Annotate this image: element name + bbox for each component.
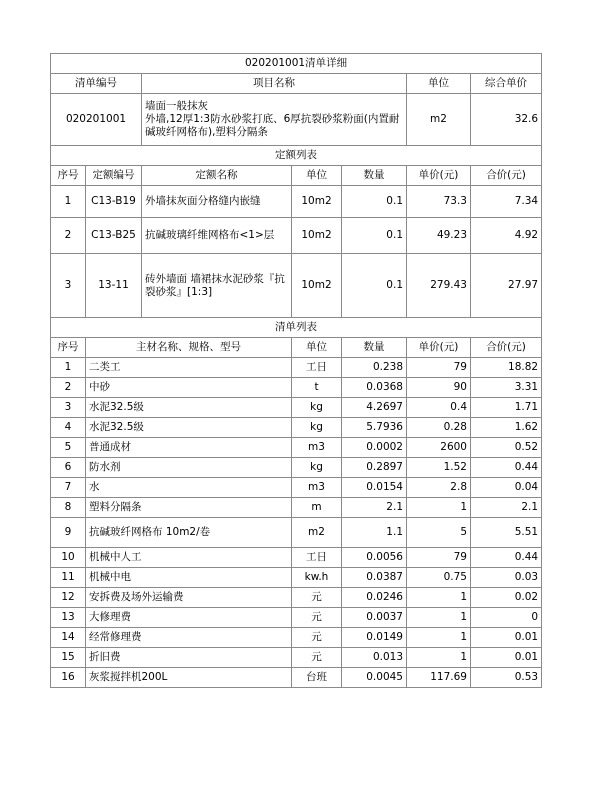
material-unit: kg bbox=[292, 458, 342, 478]
material-no: 9 bbox=[51, 518, 86, 548]
material-unit: m2 bbox=[292, 518, 342, 548]
material-row bbox=[51, 358, 542, 378]
material-total: 18.82 bbox=[471, 358, 542, 378]
materials-header-name: 主材名称、规格、型号 bbox=[86, 338, 292, 358]
material-qty: 0.0154 bbox=[342, 478, 407, 498]
bill-name-line1: 墙面一般抹灰 bbox=[145, 100, 208, 112]
material-qty: 0.0045 bbox=[342, 668, 407, 688]
material-total: 0.44 bbox=[471, 458, 542, 478]
materials-header-qty: 数量 bbox=[342, 338, 407, 358]
material-unit: 台班 bbox=[292, 668, 342, 688]
quota-name: 砖外墙面 墙裙抹水泥砂浆『抗裂砂浆』[1:3] bbox=[142, 254, 292, 318]
material-qty: 0.0002 bbox=[342, 438, 407, 458]
material-name: 水泥32.5级 bbox=[86, 398, 292, 418]
material-total: 1.62 bbox=[471, 418, 542, 438]
material-price: 1 bbox=[407, 588, 471, 608]
material-unit: 工日 bbox=[292, 548, 342, 568]
material-price: 1 bbox=[407, 648, 471, 668]
materials-header-no: 序号 bbox=[51, 338, 86, 358]
quota-qty: 0.1 bbox=[342, 254, 407, 318]
material-qty: 0.0149 bbox=[342, 628, 407, 648]
quota-header-qty: 数量 bbox=[342, 166, 407, 186]
quota-name: 抗碱玻璃纤维网格布<1>层 bbox=[142, 218, 292, 254]
material-row bbox=[51, 668, 542, 688]
bill-name-line2: 外墙,12厚1:3防水砂浆打底、6厚抗裂砂浆粉面(内置耐碱玻纤网格布),塑料分隔条 bbox=[145, 113, 400, 138]
material-name: 中砂 bbox=[86, 378, 292, 398]
quota-header-unit: 单位 bbox=[292, 166, 342, 186]
material-name: 经常修理费 bbox=[86, 628, 292, 648]
material-qty: 4.2697 bbox=[342, 398, 407, 418]
material-no: 3 bbox=[51, 398, 86, 418]
quota-name: 外墙抹灰面分格缝内嵌缝 bbox=[142, 186, 292, 218]
bill-header-name: 项目名称 bbox=[142, 74, 407, 94]
material-row bbox=[51, 568, 542, 588]
material-unit: 元 bbox=[292, 588, 342, 608]
quota-unit: 10m2 bbox=[292, 186, 342, 218]
quota-header-total: 合价(元) bbox=[471, 166, 542, 186]
quota-no: 3 bbox=[51, 254, 86, 318]
material-qty: 0.0056 bbox=[342, 548, 407, 568]
material-total: 0.01 bbox=[471, 628, 542, 648]
materials-header-price: 单价(元) bbox=[407, 338, 471, 358]
material-row bbox=[51, 378, 542, 398]
material-name: 防水剂 bbox=[86, 458, 292, 478]
material-qty: 0.238 bbox=[342, 358, 407, 378]
materials-section-title: 清单列表 bbox=[51, 318, 542, 338]
quota-price: 73.3 bbox=[407, 186, 471, 218]
material-no: 4 bbox=[51, 418, 86, 438]
material-no: 1 bbox=[51, 358, 86, 378]
material-no: 5 bbox=[51, 438, 86, 458]
material-no: 15 bbox=[51, 648, 86, 668]
material-qty: 0.2897 bbox=[342, 458, 407, 478]
material-row bbox=[51, 458, 542, 478]
material-row bbox=[51, 608, 542, 628]
table-title: 020201001清单详细 bbox=[51, 54, 542, 74]
material-unit: 元 bbox=[292, 608, 342, 628]
material-price: 1 bbox=[407, 608, 471, 628]
material-unit: t bbox=[292, 378, 342, 398]
material-no: 11 bbox=[51, 568, 86, 588]
quota-header-price: 单价(元) bbox=[407, 166, 471, 186]
quota-unit: 10m2 bbox=[292, 254, 342, 318]
material-price: 90 bbox=[407, 378, 471, 398]
materials-header-unit: 单位 bbox=[292, 338, 342, 358]
material-no: 12 bbox=[51, 588, 86, 608]
material-total: 2.1 bbox=[471, 498, 542, 518]
bill-code: 020201001 bbox=[51, 94, 142, 146]
material-total: 0.03 bbox=[471, 568, 542, 588]
quota-code: C13-B19 bbox=[86, 186, 142, 218]
material-row bbox=[51, 398, 542, 418]
material-total: 0 bbox=[471, 608, 542, 628]
material-total: 1.71 bbox=[471, 398, 542, 418]
quota-row bbox=[51, 254, 542, 318]
bill-price: 32.6 bbox=[471, 94, 542, 146]
material-name: 塑料分隔条 bbox=[86, 498, 292, 518]
material-row bbox=[51, 648, 542, 668]
material-name: 灰浆搅拌机200L bbox=[86, 668, 292, 688]
material-no: 10 bbox=[51, 548, 86, 568]
quota-header-code: 定额编号 bbox=[86, 166, 142, 186]
bill-unit: m2 bbox=[407, 94, 471, 146]
material-unit: kg bbox=[292, 418, 342, 438]
material-no: 8 bbox=[51, 498, 86, 518]
material-price: 79 bbox=[407, 548, 471, 568]
bill-header-code: 清单编号 bbox=[51, 74, 142, 94]
material-total: 0.01 bbox=[471, 648, 542, 668]
material-price: 0.28 bbox=[407, 418, 471, 438]
material-name: 抗碱玻纤网格布 10m2/卷 bbox=[86, 518, 292, 548]
bill-header-price: 综合单价 bbox=[471, 74, 542, 94]
material-total: 0.04 bbox=[471, 478, 542, 498]
material-no: 2 bbox=[51, 378, 86, 398]
material-name: 二类工 bbox=[86, 358, 292, 378]
quota-header-no: 序号 bbox=[51, 166, 86, 186]
material-no: 14 bbox=[51, 628, 86, 648]
material-no: 16 bbox=[51, 668, 86, 688]
material-name: 大修理费 bbox=[86, 608, 292, 628]
quota-section-title: 定额列表 bbox=[51, 146, 542, 166]
material-unit: m bbox=[292, 498, 342, 518]
material-unit: m3 bbox=[292, 478, 342, 498]
bill-name bbox=[142, 94, 407, 146]
quota-total: 4.92 bbox=[471, 218, 542, 254]
material-no: 6 bbox=[51, 458, 86, 478]
quota-price: 49.23 bbox=[407, 218, 471, 254]
bill-header-unit: 单位 bbox=[407, 74, 471, 94]
quota-total: 27.97 bbox=[471, 254, 542, 318]
material-no: 13 bbox=[51, 608, 86, 628]
material-price: 2.8 bbox=[407, 478, 471, 498]
material-unit: 元 bbox=[292, 648, 342, 668]
material-total: 0.02 bbox=[471, 588, 542, 608]
material-price: 1 bbox=[407, 628, 471, 648]
material-unit: kw.h bbox=[292, 568, 342, 588]
material-row bbox=[51, 518, 542, 548]
bill-detail-table bbox=[50, 53, 542, 688]
material-row bbox=[51, 628, 542, 648]
quota-code: C13-B25 bbox=[86, 218, 142, 254]
quota-header-name: 定额名称 bbox=[142, 166, 292, 186]
material-name: 普通成材 bbox=[86, 438, 292, 458]
material-name: 安拆费及场外运输费 bbox=[86, 588, 292, 608]
material-price: 1 bbox=[407, 498, 471, 518]
material-total: 5.51 bbox=[471, 518, 542, 548]
materials-list bbox=[51, 358, 542, 688]
material-no: 7 bbox=[51, 478, 86, 498]
material-total: 0.52 bbox=[471, 438, 542, 458]
material-price: 2600 bbox=[407, 438, 471, 458]
material-row bbox=[51, 438, 542, 458]
materials-header-total: 合价(元) bbox=[471, 338, 542, 358]
quota-qty: 0.1 bbox=[342, 186, 407, 218]
material-qty: 5.7936 bbox=[342, 418, 407, 438]
material-price: 0.4 bbox=[407, 398, 471, 418]
quota-total: 7.34 bbox=[471, 186, 542, 218]
material-total: 3.31 bbox=[471, 378, 542, 398]
quota-no: 1 bbox=[51, 186, 86, 218]
material-unit: 元 bbox=[292, 628, 342, 648]
quota-row bbox=[51, 186, 542, 218]
material-unit: 工日 bbox=[292, 358, 342, 378]
material-qty: 0.0368 bbox=[342, 378, 407, 398]
material-name: 机械中人工 bbox=[86, 548, 292, 568]
material-price: 0.75 bbox=[407, 568, 471, 588]
material-price: 1.52 bbox=[407, 458, 471, 478]
material-name: 水 bbox=[86, 478, 292, 498]
material-row bbox=[51, 588, 542, 608]
material-total: 0.44 bbox=[471, 548, 542, 568]
material-row bbox=[51, 548, 542, 568]
material-unit: m3 bbox=[292, 438, 342, 458]
material-total: 0.53 bbox=[471, 668, 542, 688]
material-qty: 2.1 bbox=[342, 498, 407, 518]
quota-price: 279.43 bbox=[407, 254, 471, 318]
material-row bbox=[51, 498, 542, 518]
material-unit: kg bbox=[292, 398, 342, 418]
material-row bbox=[51, 478, 542, 498]
material-name: 水泥32.5级 bbox=[86, 418, 292, 438]
material-qty: 1.1 bbox=[342, 518, 407, 548]
material-name: 折旧费 bbox=[86, 648, 292, 668]
quota-unit: 10m2 bbox=[292, 218, 342, 254]
material-row bbox=[51, 418, 542, 438]
material-qty: 0.013 bbox=[342, 648, 407, 668]
quota-qty: 0.1 bbox=[342, 218, 407, 254]
material-price: 5 bbox=[407, 518, 471, 548]
material-qty: 0.0037 bbox=[342, 608, 407, 628]
material-qty: 0.0246 bbox=[342, 588, 407, 608]
material-price: 79 bbox=[407, 358, 471, 378]
quota-code: 13-11 bbox=[86, 254, 142, 318]
quota-row bbox=[51, 218, 542, 254]
material-price: 117.69 bbox=[407, 668, 471, 688]
material-qty: 0.0387 bbox=[342, 568, 407, 588]
material-name: 机械中电 bbox=[86, 568, 292, 588]
quota-no: 2 bbox=[51, 218, 86, 254]
